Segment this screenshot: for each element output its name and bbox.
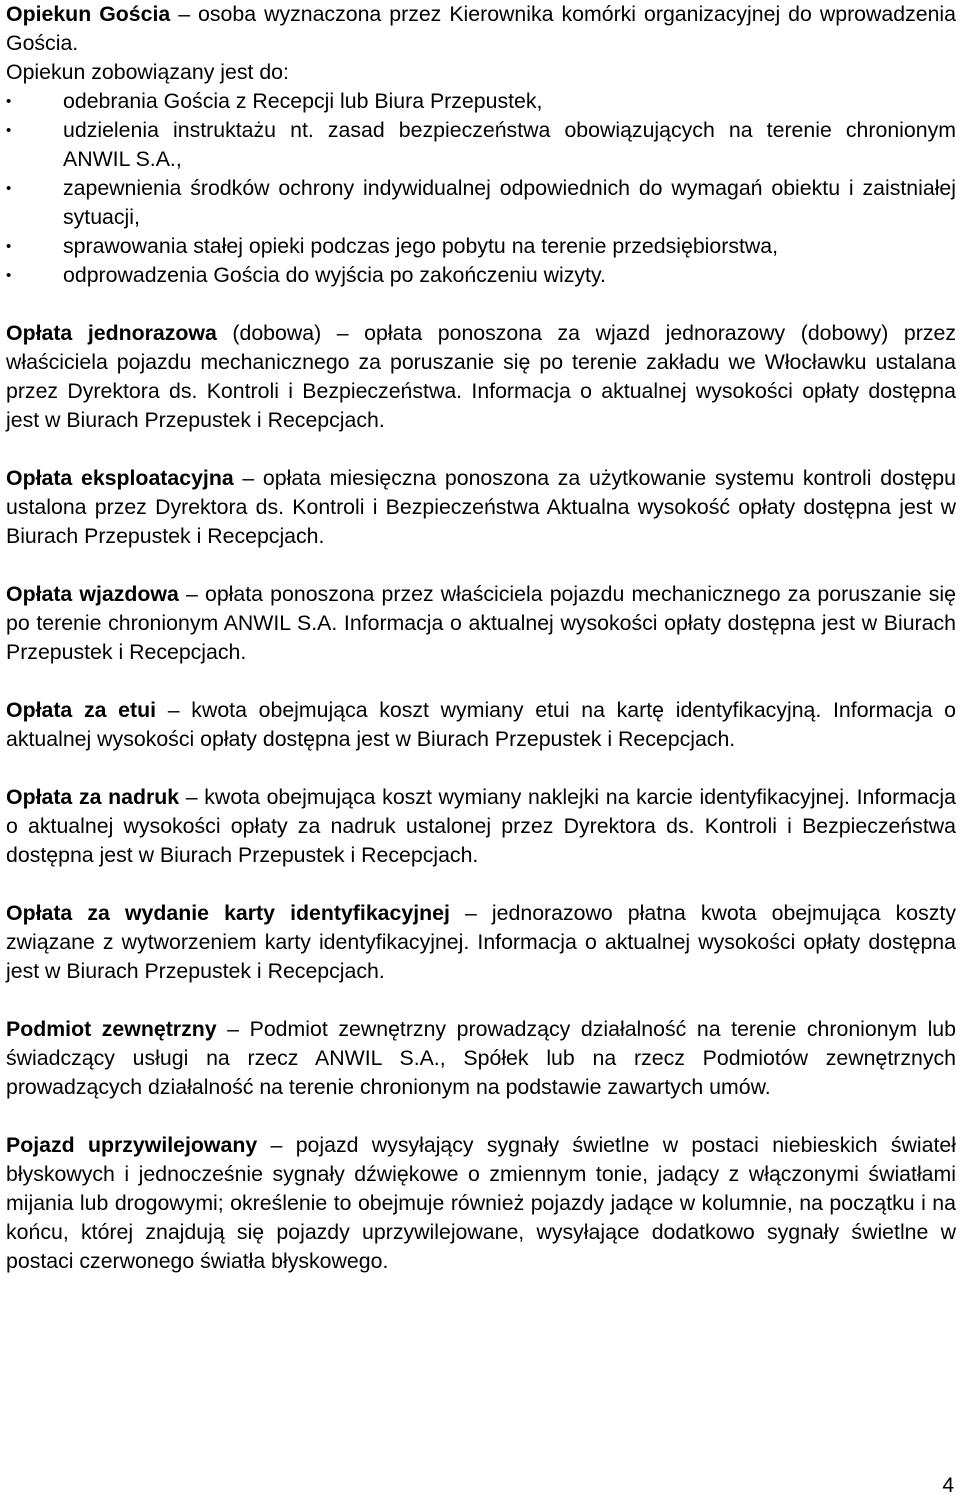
- bullet-icon: •: [6, 180, 12, 197]
- definition-entry: [6, 899, 956, 986]
- definition-text: – kwota obejmująca koszt wymiany etui na kartę identyfikacyjną. Informacja o aktualnej wysokości opłaty dostępna jest w Biurach Przepustek i Recepcjach.: [6, 698, 956, 751]
- definition-term: Opłata eksploatacyjna: [6, 466, 234, 490]
- definition-entry: [6, 580, 956, 667]
- page-number: 4: [942, 1474, 954, 1497]
- definition-term: Opłata jednorazowa: [6, 321, 217, 345]
- definition-entry: [6, 1131, 956, 1276]
- duty-item: [6, 261, 956, 290]
- intro-term: Opiekun Gościa: [6, 2, 171, 26]
- definition-entry: [6, 319, 956, 435]
- duty-text: odprowadzenia Gościa do wyjścia po zakończeniu wizyty.: [63, 263, 606, 287]
- definition-entry: [6, 1015, 956, 1102]
- duty-text: sprawowania stałej opieki podczas jego pobytu na terenie przedsiębiorstwa,: [63, 234, 779, 258]
- definition-text: (dobowa) – opłata ponoszona za wjazd jednorazowy (dobowy) przez właściciela pojazdu mechanicznego za poruszanie się po terenie zakładu we Włocławku ustalana przez Dyrektora ds. Kontroli i Bezpieczeństwa. Informacja o aktualnej wysokości opłaty dostępna jest w Biurach Przepustek i Recepcjach.: [6, 321, 956, 432]
- duties-list: [6, 87, 956, 290]
- duty-item: [6, 174, 956, 232]
- bullet-icon: •: [6, 93, 12, 110]
- definition-text: – jednorazowo płatna kwota obejmująca koszty związane z wytworzeniem karty identyfikacyjnej. Informacja o aktualnej wysokości opłaty dostępna jest w Biurach Przepustek i Recepcjach.: [6, 901, 957, 983]
- document-page: [6, 0, 956, 1305]
- definition-term: Podmiot zewnętrzny: [6, 1017, 217, 1041]
- definition-text: – Podmiot zewnętrzny prowadzący działalność na terenie chronionym lub świadczący usługi na rzecz ANWIL S.A., Spółek lub na rzecz Podmiotów zewnętrznych prowadzących działalność na terenie chronionym na podstawie zawartych umów.: [6, 1017, 956, 1099]
- definition-term: Pojazd uprzywilejowany: [6, 1133, 258, 1157]
- definition-term: Opłata za nadruk: [6, 785, 180, 809]
- definition-text: – pojazd wysyłający sygnały świetlne w postaci niebieskich świateł błyskowych i jednocześnie sygnały dźwiękowe o zmiennym tonie, jadący z włączonymi światłami mijania lub drogowymi; określenie to obejmuje również pojazdy jadące w kolumnie, na początku i na końcu, której znajdują się pojazdy uprzywilejowane, wysyłające dodatkowo sygnały świetlne w postaci czerwonego światła błyskowego.: [6, 1133, 956, 1273]
- intro-definition: [6, 0, 956, 58]
- bullet-icon: •: [6, 267, 12, 284]
- duty-item: [6, 87, 956, 116]
- bullet-icon: •: [6, 122, 12, 139]
- definition-text: – opłata ponoszona przez właściciela pojazdu mechanicznego za poruszanie się po terenie chronionym ANWIL S.A. Informacja o aktualnej wysokości opłaty dostępna jest w Biurach Przepustek i Recepcjach.: [6, 582, 957, 664]
- definition-term: Opłata wjazdowa: [6, 582, 179, 606]
- bullet-icon: •: [6, 238, 12, 255]
- definition-entry: [6, 783, 956, 870]
- intro-definition-text: – osoba wyznaczona przez Kierownika komórki organizacyjnej do wprowadzenia Gościa.: [6, 2, 956, 55]
- definition-text: – opłata miesięczna ponoszona za użytkowanie systemu kontroli dostępu ustalona przez Dyrektora ds. Kontroli i Bezpieczeństwa Aktualna wysokość opłaty dostępna jest w Biurach Przepustek i Recepcjach.: [6, 466, 956, 548]
- duty-text: odebrania Gościa z Recepcji lub Biura Przepustek,: [63, 89, 543, 113]
- definition-entry: [6, 696, 956, 754]
- duty-item: [6, 232, 956, 261]
- duty-item: [6, 116, 956, 174]
- definition-text: – kwota obejmująca koszt wymiany naklejki na karcie identyfikacyjnej. Informacja o aktualnej wysokości opłaty za nadruk ustalonej przez Dyrektora ds. Kontroli i Bezpieczeństwa dostępna jest w Biurach Przepustek i Recepcjach.: [6, 785, 956, 867]
- duty-text: udzielenia instruktażu nt. zasad bezpieczeństwa obowiązujących na terenie chronionym ANWIL S.A.,: [63, 118, 956, 171]
- definition-term: Opłata za etui: [6, 698, 157, 722]
- definition-term: Opłata za wydanie karty identyfikacyjnej: [6, 901, 450, 925]
- duty-text: zapewnienia środków ochrony indywidualnej odpowiednich do wymagań obiektu i zaistniałej sytuacji,: [63, 176, 956, 229]
- definition-entry: [6, 464, 956, 551]
- duties-heading: Opiekun zobowiązany jest do:: [6, 60, 289, 84]
